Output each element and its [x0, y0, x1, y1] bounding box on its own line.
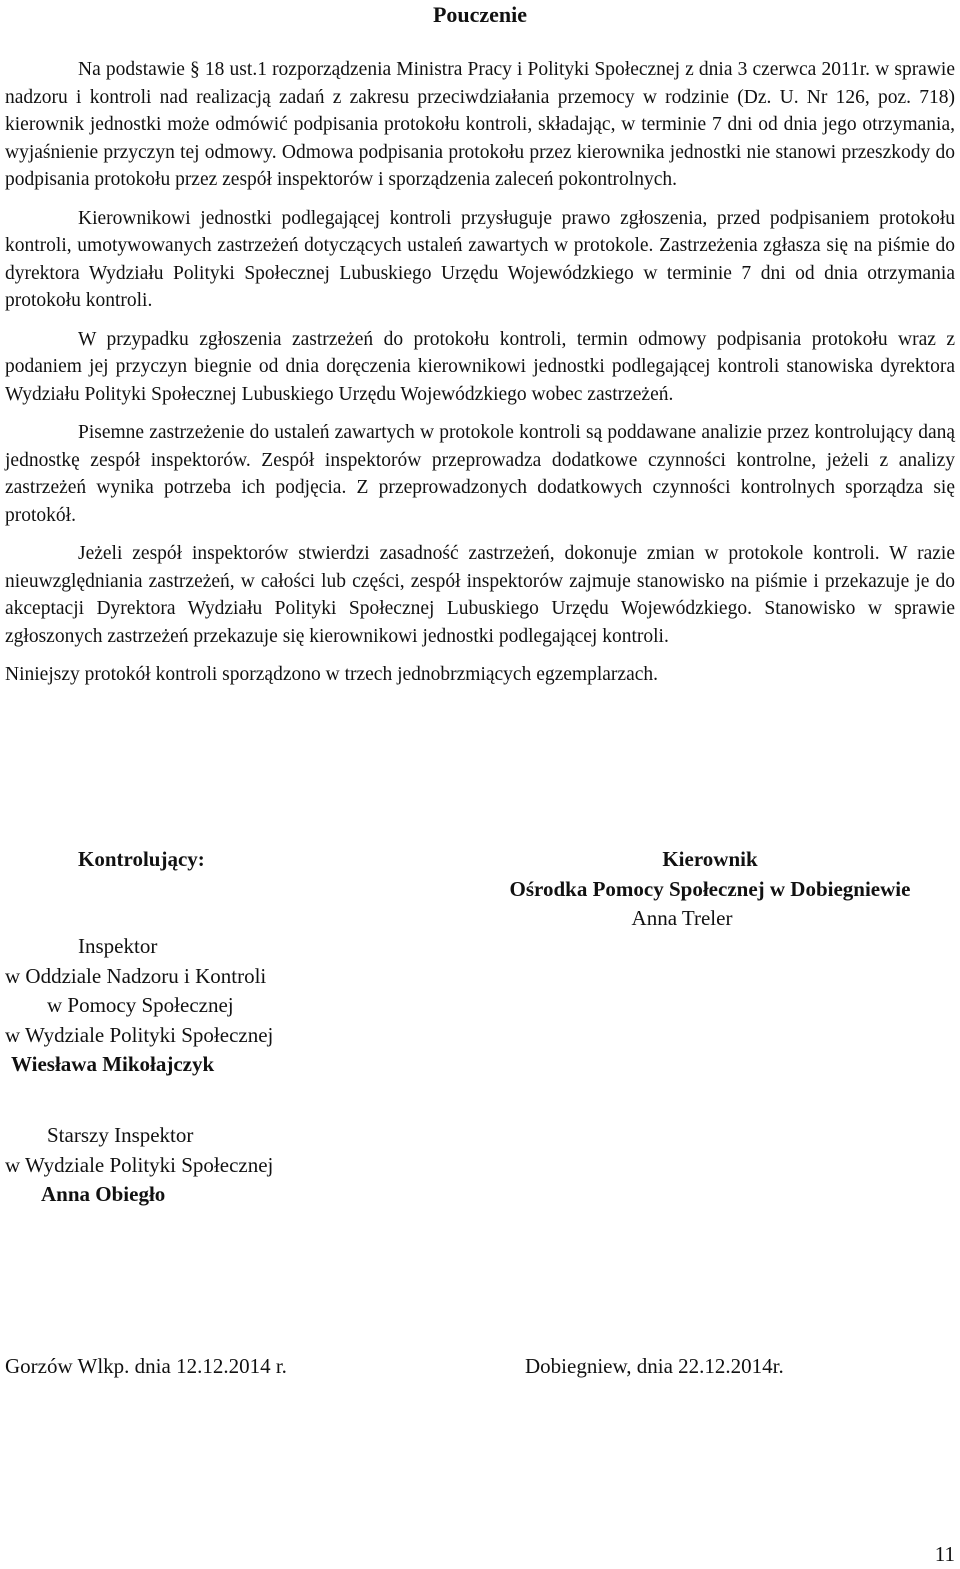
- inspector1-dept-3: w Wydziale Polityki Społecznej: [5, 1022, 274, 1047]
- paragraph-objection-resolution: Jeżeli zespół inspektorów stwierdzi zasadność zastrzeżeń, dokonuje zmian w protokole kontroli. W razie nieuwzględniania zastrzeżeń, w całości lub części, zespół inspektorów zajmuje stanowisko na piśmie i przekazuje je do akceptacji Dyrektora Wydziału Polityki Społecznej Lubuskiego Urzędu Wojewódzkiego. Stanowisko w sprawie zgłoszonych zastrzeżeń przekazuje się kierownikowi jednostki podlegającej kontroli.: [5, 543, 955, 647]
- inspector1-block: [5, 932, 273, 1080]
- director-block: [462, 845, 958, 934]
- director-unit: Ośrodka Pomocy Społecznej w Dobiegniewie: [509, 876, 911, 901]
- footer-place-date-left: Gorzów Wlkp. dnia 12.12.2014 r.: [5, 1354, 287, 1378]
- inspector2-name: Anna Obiegło: [41, 1182, 166, 1206]
- paragraph-objections-right: Kierownikowi jednostki podlegającej kontroli przysługuje prawo zgłoszenia, przed podpisaniem protokołu kontroli, umotywowanych zastrzeżeń dotyczących ustaleń zawartych w protokole. Zastrzeżenia zgłasza się na piśmie do dyrektora Wydziału Polityki Społecznej Lubuskiego Urzędu Wojewódzkiego w terminie 7 dni od dnia otrzymania protokołu kontroli.: [5, 207, 955, 311]
- document-title: Pouczenie: [432, 2, 528, 27]
- director-heading: Kierownik: [662, 847, 758, 871]
- inspector2-dept: w Wydziale Polityki Społecznej: [5, 1152, 274, 1177]
- paragraph-objection-deadline: W przypadku zgłoszenia zastrzeżeń do protokołu kontroli, termin odmowy podpisania protokołu wraz z podaniem jej przyczyn biegnie od dnia doręczenia kierownikowi jednostki podlegającej kontroli stanowiska dyrektora Wydziału Polityki Społecznej Lubuskiego Urzędu Wojewódzkiego wobec zastrzeżeń.: [5, 328, 955, 405]
- director-name: Anna Treler: [631, 906, 733, 930]
- inspector1-name: Wiesława Mikołajczyk: [11, 1052, 215, 1076]
- inspector1-dept-1: w Oddziale Nadzoru i Kontroli: [5, 963, 267, 988]
- footer-place-date-right: Dobiegniew, dnia 22.12.2014r.: [525, 1354, 784, 1378]
- inspector1-role: Inspektor: [78, 934, 158, 958]
- page-number: 11: [934, 1542, 955, 1566]
- inspector2-role: Starszy Inspektor: [47, 1123, 194, 1147]
- closing-statement: Niniejszy protokół kontroli sporządzono w trzech jednobrzmiących egzemplarzach.: [5, 664, 659, 685]
- paragraph-legal-basis: Na podstawie § 18 ust.1 rozporządzenia Ministra Pracy i Polityki Społecznej z dnia 3 czerwca 2011r. w sprawie nadzoru i kontroli nad realizacją zadań z zakresu przeciwdziałania przemocy w rodzinie (Dz. U. Nr 126, poz. 718) kierownik jednostki może odmówić podpisania protokołu kontroli, składając, w terminie 7 dni od dnia jego otrzymania, wyjaśnienie przyczyn tej odmowy. Odmowa podpisania protokołu przez kierownika jednostki nie stanowi przeszkody do podpisania protokołu przez zespół inspektorów i sporządzenia zaleceń pokontrolnych.: [5, 59, 955, 190]
- controllers-heading: Kontrolujący:: [78, 847, 205, 871]
- inspector1-dept-2: w Pomocy Społecznej: [47, 993, 234, 1017]
- controllers-heading-block: [78, 845, 205, 875]
- inspector2-block: [5, 1121, 273, 1210]
- paragraph-objection-analysis: Pisemne zastrzeżenie do ustaleń zawartych w protokole kontroli są poddawane analizie przez kontrolujący daną jednostkę zespół inspektorów. Zespół inspektorów przeprowadza dodatkowe czynności kontrolne, jeżeli z analizy zastrzeżeń wynika potrzeba ich podjęcia. Z przeprowadzonych dodatkowych czynności kontrolnych sporządza się protokół.: [5, 422, 955, 526]
- instruction-body: [5, 56, 955, 689]
